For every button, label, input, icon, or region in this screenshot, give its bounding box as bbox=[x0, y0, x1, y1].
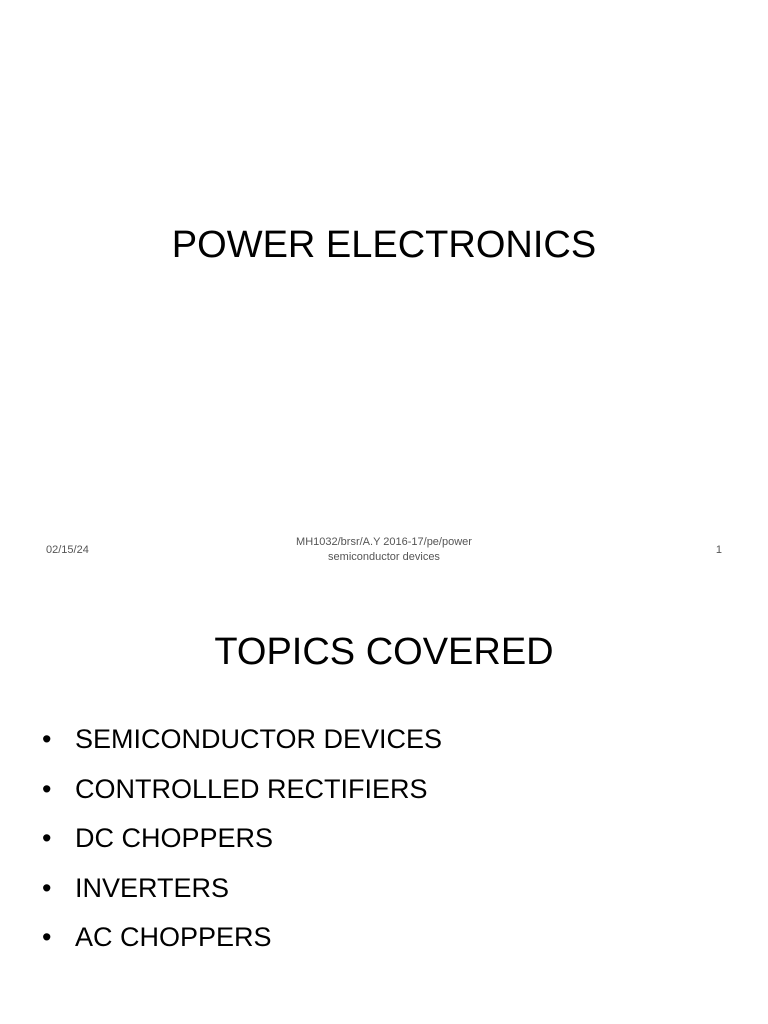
list-item bbox=[42, 864, 442, 914]
footer-page-number: 1 bbox=[715, 544, 722, 556]
topic-text: INVERTERS bbox=[75, 872, 230, 903]
bullet-icon: • bbox=[42, 922, 52, 952]
footer-course-line-1: MH1032/brsr/A.Y 2016-17/pe/power bbox=[296, 536, 472, 548]
list-item bbox=[42, 765, 442, 815]
footer-course-line-2: semiconductor devices bbox=[328, 551, 440, 563]
footer-date: 02/15/24 bbox=[46, 544, 89, 556]
slide-title: TOPICS COVERED bbox=[214, 631, 554, 673]
bullet-icon: • bbox=[42, 823, 52, 853]
slide-2 bbox=[0, 576, 768, 1024]
topic-text: AC CHOPPERS bbox=[75, 922, 272, 952]
list-item bbox=[42, 715, 442, 765]
slide-title: POWER ELECTRONICS bbox=[171, 224, 597, 266]
topic-text: DC CHOPPERS bbox=[75, 823, 274, 853]
bullet-icon: • bbox=[42, 724, 52, 754]
topic-text: SEMICONDUCTOR DEVICES bbox=[75, 724, 443, 754]
topic-text: CONTROLLED RECTIFIERS bbox=[75, 773, 428, 804]
bullet-icon: • bbox=[42, 872, 52, 903]
bullet-icon: • bbox=[42, 773, 52, 804]
topic-list bbox=[42, 715, 442, 963]
list-item bbox=[42, 913, 442, 963]
footer-course-info bbox=[254, 535, 514, 565]
list-item bbox=[42, 814, 442, 864]
